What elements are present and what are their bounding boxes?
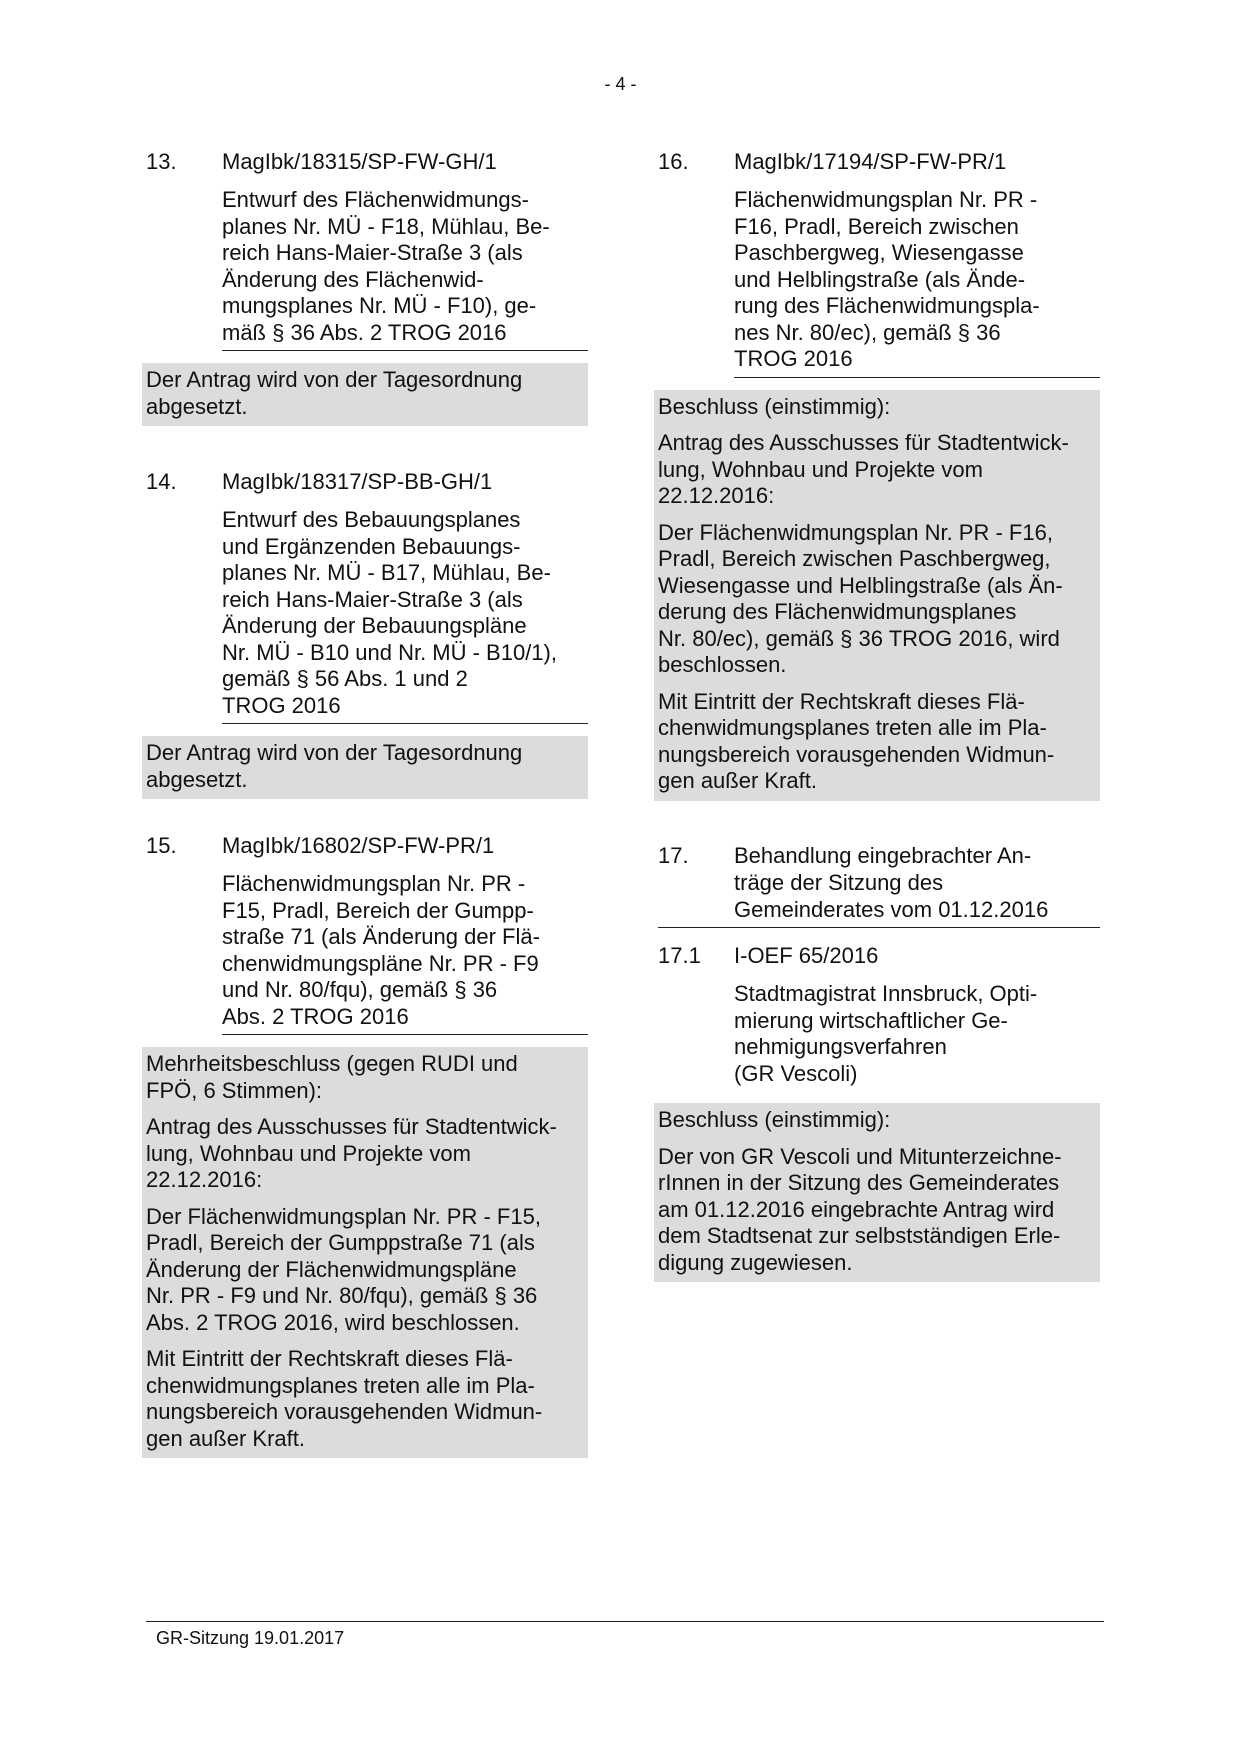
resolution-line: beschlossen. [658,652,787,677]
resolution-box [654,390,1100,801]
description-line: reich Hans-Maier-Straße 3 (als [222,586,523,612]
resolution-line: Mit Eintritt der Rechtskraft dieses Flä- [146,1346,513,1371]
item-description [734,981,1100,1091]
description-line: Flächenwidmungsplan Nr. PR - [222,871,526,896]
footer-text: GR-Sitzung 19.01.2017 [156,1628,345,1648]
resolution-line: Änderung der Flächenwidmungspläne [146,1256,517,1282]
resolution-paragraph [146,367,588,420]
description-line: Entwurf des Bebauungsplanes [222,507,521,532]
resolution-line: lung, Wohnbau und Projekte vom [658,456,983,482]
item-header [658,148,1100,175]
resolution-line: digung zugewiesen. [658,1249,853,1275]
resolution-line: lung, Wohnbau und Projekte vom [146,1140,471,1166]
resolution-line: nungsbereich vorausgehenden Widmun- [658,741,1055,767]
resolution-box [654,1103,1100,1282]
resolution-line: Der Flächenwidmungsplan Nr. PR - F15, [146,1203,541,1229]
resolution-line: Nr. PR - F9 und Nr. 80/fqu), gemäß § 36 [146,1283,538,1308]
description-line: und Nr. 80/fqu), gemäß § 36 [222,977,498,1002]
item-description [734,187,1100,378]
description-line: straße 71 (als Änderung der Flä- [222,924,540,949]
resolution-paragraph [146,1114,588,1194]
item-header [146,148,588,175]
description-line: planes Nr. MÜ - B17, Mühlau, Be- [222,560,551,585]
item-header [146,832,588,859]
resolution-line: Beschluss (einstimmig): [658,1107,891,1132]
resolution-line: Pradl, Bereich der Gumppstraße 71 (als [146,1230,535,1255]
item-reference: MagIbk/16802/SP-FW-PR/1 [222,833,495,858]
resolution-box [142,736,588,799]
item-number: 17.1 [658,943,701,968]
description-line: gemäß § 56 Abs. 1 und 2 [222,666,468,691]
item-description [222,187,588,351]
resolution-line: derung des Flächenwidmungsplanes [658,599,1017,624]
item-header [658,942,1100,969]
item-description [222,507,588,724]
description-line: nes Nr. 80/ec), gemäß § 36 [734,319,1001,345]
resolution-paragraph [658,394,1100,421]
agenda-item-16 [658,148,1100,801]
description-line: mungsplanes Nr. MÜ - F10), ge- [222,293,537,318]
agenda-item-17-1 [658,942,1100,1282]
description-line: chenwidmungspläne Nr. PR - F9 [222,950,539,976]
description-line: und Ergänzenden Bebauungs- [222,533,521,559]
item-reference: MagIbk/18317/SP-BB-GH/1 [222,469,493,494]
resolution-line: Wiesengasse und Helblingstraße (als Än- [658,572,1063,598]
item-header [146,468,588,495]
description-line: planes Nr. MÜ - F18, Mühlau, Be- [222,213,550,239]
description-line: (GR Vescoli) [734,1060,858,1086]
resolution-box [142,363,588,426]
resolution-line: gen außer Kraft. [146,1425,305,1451]
resolution-line: FPÖ, 6 Stimmen): [146,1077,323,1103]
resolution-line: chenwidmungsplanes treten alle im Pla- [658,715,1047,740]
resolution-paragraph [146,1346,588,1452]
description-line: rung des Flächenwidmungspla- [734,293,1040,318]
item-number: 14. [146,469,177,494]
description-line: nehmigungsverfahren [734,1034,947,1059]
description-line: Nr. MÜ - B10 und Nr. MÜ - B10/1), [222,639,557,665]
resolution-box [142,1047,588,1458]
resolution-line: abgesetzt. [146,766,248,792]
resolution-line: Der Antrag wird von der Tagesordnung [146,367,523,392]
resolution-line: rInnen in der Sitzung des Gemeinderates [658,1170,1060,1195]
resolution-paragraph [658,689,1100,795]
description-line: TROG 2016 [734,346,853,371]
resolution-line: Beschluss (einstimmig): [658,393,891,419]
item-reference: MagIbk/18315/SP-FW-GH/1 [222,149,497,174]
item-description [222,871,588,1035]
resolution-line: Nr. 80/ec), gemäß § 36 TROG 2016, wird [658,625,1060,651]
resolution-line: Antrag des Ausschusses für Stadtentwick- [658,430,1069,455]
resolution-line: Der Flächenwidmungsplan Nr. PR - F16, [658,519,1053,545]
resolution-paragraph [658,1144,1100,1277]
resolution-paragraph [658,430,1100,510]
resolution-line: 22.12.2016: [658,483,775,508]
resolution-line: Mit Eintritt der Rechtskraft dieses Flä- [658,688,1025,714]
agenda-item-14 [146,468,588,799]
description-line: Entwurf des Flächenwidmungs- [222,187,529,212]
resolution-line: dem Stadtsenat zur selbstständigen Erle- [658,1223,1061,1248]
resolution-paragraph [658,520,1100,679]
agenda-item-13 [146,148,588,426]
resolution-line: am 01.12.2016 eingebrachte Antrag wird [658,1196,1055,1222]
description-line: mierung wirtschaftlicher Ge- [734,1007,1008,1033]
resolution-paragraph [146,1051,588,1104]
item-title: Behandlung eingebrachter An- träge der Sitzung des Gemeinderates vom 01.12.2016 [734,843,1049,922]
description-line: Abs. 2 TROG 2016 [222,1003,409,1029]
resolution-line: abgesetzt. [146,393,248,419]
agenda-item-15 [146,832,588,1458]
resolution-line: Abs. 2 TROG 2016, wird beschlossen. [146,1309,520,1335]
resolution-paragraph [658,1107,1100,1134]
description-line: Änderung des Flächenwid- [222,266,484,292]
description-line: und Helblingstraße (als Ände- [734,266,1026,292]
resolution-line: gen außer Kraft. [658,768,817,793]
description-line: mäß § 36 Abs. 2 TROG 2016 [222,319,507,345]
description-line: Paschbergweg, Wiesengasse [734,240,1024,265]
resolution-line: chenwidmungsplanes treten alle im Pla- [146,1372,535,1398]
resolution-line: Antrag des Ausschusses für Stadtentwick- [146,1114,557,1139]
description-line: TROG 2016 [222,692,341,718]
resolution-line: Der Antrag wird von der Tagesordnung [146,740,523,765]
item-number: 16. [658,149,689,174]
item-number: 17. [658,843,689,868]
item-number: 13. [146,149,177,174]
item-number: 15. [146,833,177,858]
footer-rule [146,1621,1104,1622]
resolution-line: 22.12.2016: [146,1167,263,1192]
description-line: Stadtmagistrat Innsbruck, Opti- [734,981,1038,1006]
item-reference: I-OEF 65/2016 [734,943,879,968]
description-line: F15, Pradl, Bereich der Gumpp- [222,897,534,923]
resolution-line: nungsbereich vorausgehenden Widmun- [146,1399,543,1424]
resolution-line: Pradl, Bereich zwischen Paschbergweg, [658,546,1051,571]
resolution-line: Der von GR Vescoli und Mitunterzeichne- [658,1143,1062,1169]
description-line: F16, Pradl, Bereich zwischen [734,213,1019,239]
resolution-line: Mehrheitsbeschluss (gegen RUDI und [146,1051,518,1076]
resolution-paragraph [146,1204,588,1337]
page-number: - 4 - [604,74,637,94]
agenda-item-17 [658,842,1100,928]
description-line: reich Hans-Maier-Straße 3 (als [222,240,523,265]
description-line: Flächenwidmungsplan Nr. PR - [734,187,1038,212]
item-reference: MagIbk/17194/SP-FW-PR/1 [734,149,1007,174]
resolution-paragraph [146,740,588,793]
description-line: Änderung der Bebauungspläne [222,613,527,638]
